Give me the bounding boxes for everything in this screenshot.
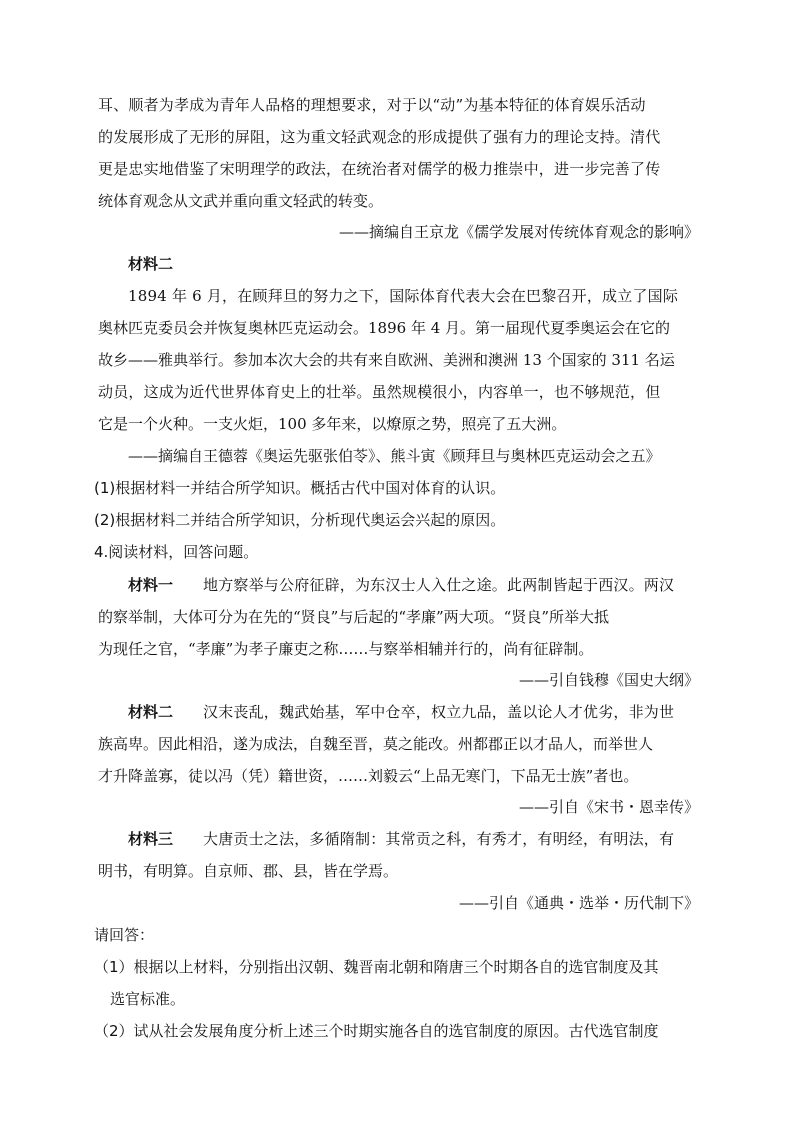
paragraph-line: 大唐贡士之法，多循隋制：其常贡之科，有秀才，有明经，有明法，有: [203, 830, 675, 848]
material-heading: 材料一: [128, 576, 174, 594]
paragraph-line: 动员，这成为近代世界体育史上的壮举。虽然规模很小，内容单一，也不够规范，但: [98, 383, 661, 401]
question-item: (2)根据材料二并结合所学知识，分析现代奥运会兴起的原因。: [94, 511, 506, 529]
paragraph-line: 族高卑。因此相沿，遂为成法，自魏至晋，莫之能改。州都郡正以才品人，而举世人: [98, 735, 654, 753]
paragraph-line: 故乡——雅典举行。参加本次大会的共有来自欧洲、美洲和澳洲 13 个国家的 311 名运: [98, 351, 675, 369]
paragraph-line: 奥林匹克委员会并恢复奥林匹克运动会。1896 年 4 月。第一届现代夏季奥运会在它的: [98, 319, 671, 337]
source-citation: ——摘编自王德蓉《奥运先驱张伯苓》、熊斗寅《顾拜旦与奥林匹克运动会之五》: [128, 447, 661, 465]
source-citation: ——摘编自王京龙《儒学发展对传统体育观念的影响》: [338, 223, 699, 241]
question-item: （1）根据以上材料，分别指出汉朝、魏晋南北朝和隋唐三个时期各自的选官制度及其: [94, 958, 659, 976]
paragraph-line: 为现任之官，“孝廉”为孝子廉吏之称……与察举相辅并行的，尚有征辟制。: [98, 640, 594, 658]
prompt-label: 请回答：: [94, 926, 155, 944]
material-heading: 材料三: [128, 830, 174, 848]
paragraph-line: 1894 年 6 月，在顾拜旦的努力之下，国际体育代表大会在巴黎召开，成立了国际: [128, 287, 679, 305]
question-item: 选官标准。: [110, 990, 186, 1008]
paragraph-line: 地方察举与公府征辟，为东汉士人入仕之途。此两制皆起于西汉。两汉: [203, 576, 675, 594]
paragraph-line: 的发展形成了无形的屏阻，这为重文轻武观念的形成提供了强有力的理论支持。清代: [98, 128, 661, 146]
paragraph-line: 更是忠实地借鉴了宋明理学的政法，在统治者对儒学的极力推崇中，进一步完善了传: [98, 160, 661, 178]
question-number: 4.阅读材料，回答问题。: [94, 543, 259, 561]
paragraph-line: 它是一个火种。一支火炬，100 多年来，以燎原之势，照亮了五大洲。: [98, 415, 567, 433]
paragraph-line: 明书，有明算。自京师、郡、县，皆在学焉。: [98, 862, 399, 880]
paragraph-line: 才升降盖寡，徒以冯（凭）籍世资，……刘毅云“上品无寒门，下品无士族”者也。: [98, 767, 639, 785]
question-item: (1)根据材料一并结合所学知识。概括古代中国对体育的认识。: [94, 479, 506, 497]
paragraph-line: 耳、顺者为孝成为青年人品格的理想要求，对于以“动”为基本特征的体育娱乐活动: [98, 96, 646, 114]
question-item: （2）试从社会发展角度分析上述三个时期实施各自的选官制度的原因。古代选官制度: [94, 1022, 659, 1040]
source-citation: ——引自《通典・选举・历代制下》: [458, 894, 699, 912]
paragraph-line: 统体育观念从文武并重向重文轻武的转变。: [98, 192, 384, 210]
material-heading: 材料二: [128, 703, 174, 721]
material-heading: 材料二: [128, 255, 174, 273]
paragraph-line: 的察举制，大体可分为在先的“贤良”与后起的“孝廉”两大项。“贤良”所举大抵: [98, 608, 610, 626]
source-citation: ——引自《宋书・恩幸传》: [518, 798, 699, 816]
paragraph-line: 汉末丧乱，魏武始基，军中仓卒，权立九品，盖以论人才优劣，非为世: [203, 703, 675, 721]
source-citation: ——引自钱穆《国史大纲》: [518, 671, 699, 689]
